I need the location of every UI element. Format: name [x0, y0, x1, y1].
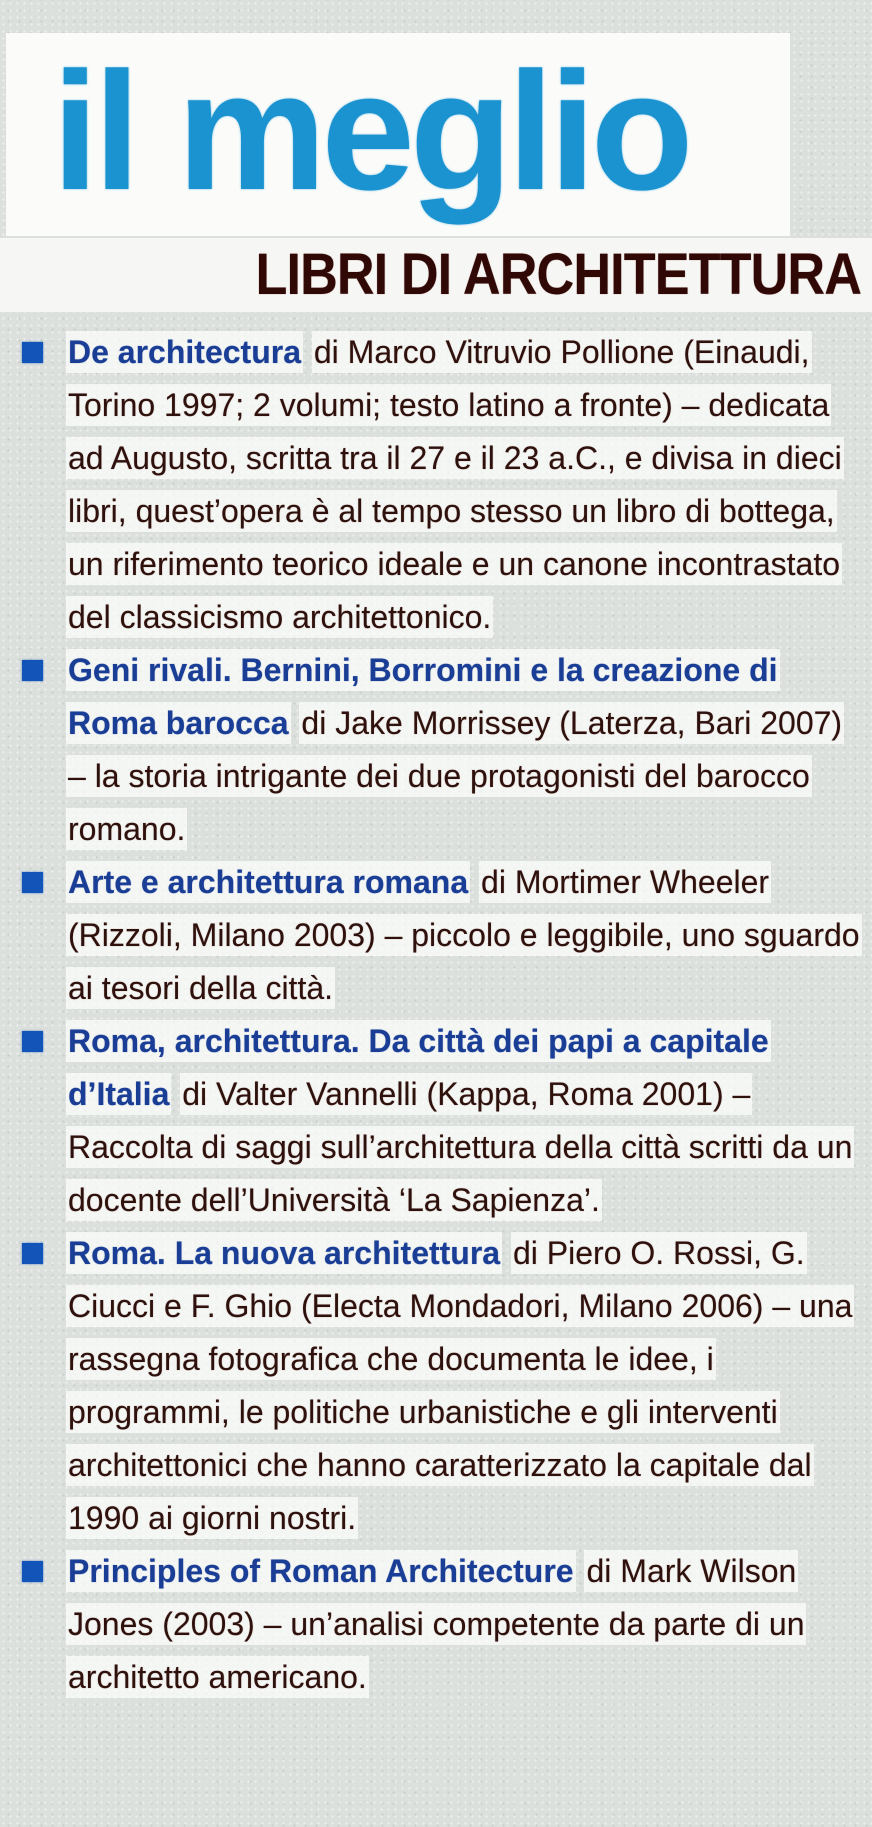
book-list-item — [22, 326, 860, 644]
bullet-square-icon — [22, 660, 43, 681]
book-title: Arte e architettura romana — [66, 861, 470, 903]
section-title: LIBRI DI ARCHITETTURA — [255, 242, 862, 307]
book-title: De architectura — [66, 331, 303, 373]
bullet-square-icon — [22, 872, 43, 893]
book-description: di Piero O. Rossi, G. Ciucci e F. Ghio (Electa Mondadori, Milano 2006) – una rassegna fotografica che documenta le idee, i programmi, le politiche urbanistiche e gli interventi architettonici che hanno caratterizzato la capitale dal 1990 ai giorni nostri. — [66, 1232, 854, 1539]
book-entry-text — [66, 856, 860, 1015]
book-list — [22, 326, 860, 1704]
masthead — [6, 33, 790, 236]
book-entry-text — [66, 1227, 860, 1545]
book-list-item — [22, 1015, 860, 1227]
bullet-square-icon — [22, 1031, 43, 1052]
book-description: di Jake Morrissey (Laterza, Bari 2007) – la storia intrigante dei due protagonisti del barocco romano. — [66, 702, 844, 850]
book-title: Principles of Roman Architecture — [66, 1550, 576, 1592]
book-list-item — [22, 1545, 860, 1704]
bullet-square-icon — [22, 1243, 43, 1264]
book-description: di Mark Wilson Jones (2003) – un’analisi competente da parte di un architetto americano. — [66, 1550, 806, 1698]
book-description: di Valter Vannelli (Kappa, Roma 2001) – Raccolta di saggi sull’architettura della città scritti da un docente dell’Università ‘La Sapienza’. — [66, 1073, 854, 1221]
book-description: di Marco Vitruvio Pollione (Einaudi, Torino 1997; 2 volumi; testo latino a fronte) – dedicata ad Augusto, scritta tra il 27 e il 23 a.C., e divisa in dieci libri, quest’opera è al tempo stesso un libro di bottega, un riferimento teorico ideale e un canone incontrastato del classicismo architettonico. — [66, 331, 844, 638]
book-entry-text — [66, 326, 860, 644]
section-heading-band — [0, 238, 872, 312]
book-list-item — [22, 644, 860, 856]
book-title: Roma, architettura. Da città dei papi a capitale d’Italia — [66, 1020, 771, 1115]
book-entry-text — [66, 1545, 860, 1704]
bullet-square-icon — [22, 342, 43, 363]
book-title: Roma. La nuova architettura — [66, 1232, 502, 1274]
book-list-item — [22, 856, 860, 1015]
book-list-item — [22, 1227, 860, 1545]
bullet-square-icon — [22, 1561, 43, 1582]
book-title: Geni rivali. Bernini, Borromini e la creazione di Roma barocca — [66, 649, 780, 744]
book-description: di Mortimer Wheeler (Rizzoli, Milano 2003) – piccolo e leggibile, uno sguardo ai tesori della città. — [66, 861, 862, 1009]
page-title: il meglio — [52, 36, 689, 225]
book-entry-text — [66, 1015, 860, 1227]
book-entry-text — [66, 644, 860, 856]
